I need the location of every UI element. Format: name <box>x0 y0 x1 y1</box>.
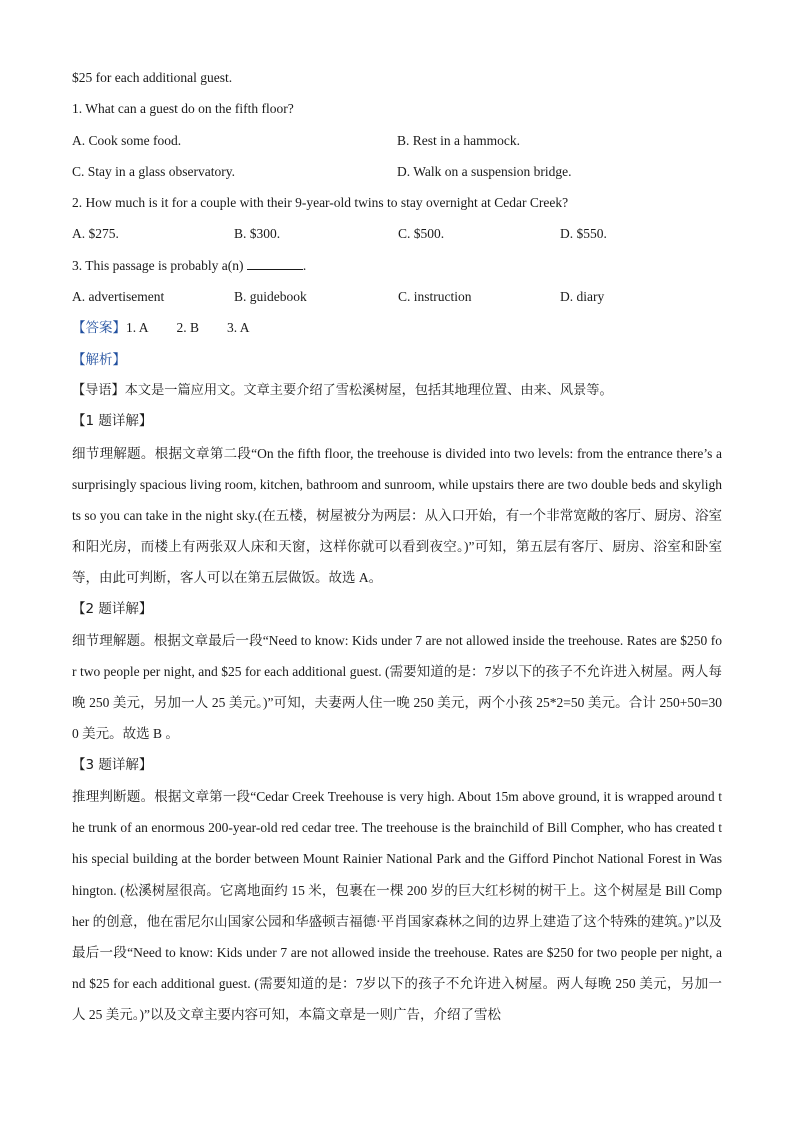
answer-blank <box>247 255 303 270</box>
q2-option-c: C. $500. <box>398 226 445 242</box>
q1-option-b: B. Rest in a hammock. <box>397 132 520 148</box>
guide-tag: 【导语】 <box>72 382 125 398</box>
question-3-stem <box>72 250 722 281</box>
detail-3-heading: 【3 题详解】 <box>72 756 153 773</box>
answer-tag: 【答案】 <box>72 320 126 337</box>
question-1-options-row-2 <box>72 156 722 187</box>
q3-option-d: D. diary <box>560 289 605 305</box>
guide-text: 本文是一篇应用文。文章主要介绍了雪松溪树屋，包括其地理位置、由来、风景等。 <box>124 382 613 398</box>
question-1-stem: 1. What can a guest do on the fifth floor? <box>72 101 294 117</box>
q3-stem-text: 3. This passage is probably a(n) <box>72 257 247 273</box>
q3-option-a: A. advertisement <box>72 289 165 305</box>
q3-stem-end: . <box>302 257 307 273</box>
analysis-tag: 【解析】 <box>72 351 126 368</box>
question-3-options <box>72 281 722 312</box>
q2-option-a: A. $275. <box>72 226 119 242</box>
detail-2-text: 细节理解题。根据文章最后一段“Need to know: Kids under 7 are not allowed inside the treehouse. Rates are $250 for two people per night, and $25 for each additional guest. (需要知道的是：7岁以下的孩子不允许进入树屋。两人每晚 250 美元，另加一人 25 美元。)”可知，夫妻两人住一晚 250 美元，两个小孩 25*2=50 美元。合计 250+50=300 美元。故选 B 。 <box>72 632 722 742</box>
q3-option-c: C. instruction <box>398 289 472 305</box>
question-1-options-row-1 <box>72 125 722 156</box>
question-2-options <box>72 218 722 249</box>
q3-option-b: B. guidebook <box>234 289 307 305</box>
detail-1-heading: 【1 题详解】 <box>72 413 153 430</box>
q1-option-c: C. Stay in a glass observatory. <box>72 163 235 179</box>
header-line: $25 for each additional guest. <box>72 70 233 85</box>
detail-1-text: 细节理解题。根据文章第二段“On the fifth floor, the treehouse is divided into two levels: from the entrance there’s a surprisingly spacious living room, kitchen, bathroom and sunroom, while upstairs there are two double beds and skylights so you can take in the night sky.(在五楼，树屋被分为两层：从入口开始，有一个非常宽敞的客厅、厨房、浴室和阳光房，而楼上有两张双人床和天窗，这样你就可以看到夜空。)”可知，第五层有客厅、厨房、浴室和卧室等，由此可判断，客人可以在第五层做饭。故选 A。 <box>72 445 722 586</box>
answer-line <box>72 312 722 343</box>
q2-option-d: D. $550. <box>560 226 607 242</box>
q2-option-b: B. $300. <box>234 226 281 242</box>
q1-option-a: A. Cook some food. <box>72 132 182 148</box>
document-page <box>72 62 722 1031</box>
detail-3-text: 推理判断题。根据文章第一段“Cedar Creek Treehouse is very high. About 15m above ground, it is wrapped around the trunk of an enormous 200-year-old red cedar tree. The treehouse is the brainchild of Bill Compher, who has created this special building at the border between Mount Rainier National Park and the Gifford Pinchot National Forest in Washington. (松溪树屋很高。它离地面约 15 米，包裹在一棵 200 岁的巨大红杉树的树干上。这个树屋是 Bill Compher 的创意，他在雷尼尔山国家公园和华盛顿吉福德·平肖国家森林之间的边界上建造了这个特殊的建筑。)”以及最后一段“Need to know: Kids under 7 are not allowed inside the treehouse. Rates are $250 for two people per night, and $25 for each additional guest. (需要知道的是：7岁以下的孩子不允许进入树屋。两人每晚 250 美元，另加一人 25 美元。)”以及文章主要内容可知，本篇文章是一则广告，介绍了雪松 <box>72 788 722 1023</box>
q1-option-d: D. Walk on a suspension bridge. <box>397 163 572 179</box>
detail-2-heading: 【2 题详解】 <box>72 600 153 617</box>
answer-item-3: 3. A <box>227 320 250 336</box>
guide-line <box>72 375 722 406</box>
question-2-stem: 2. How much is it for a couple with their 9-year-old twins to stay overnight at Cedar Creek? <box>72 195 569 211</box>
answer-item-1: 1. A <box>126 320 149 336</box>
analysis-heading <box>72 344 722 375</box>
answer-item-2: 2. B <box>176 320 200 336</box>
